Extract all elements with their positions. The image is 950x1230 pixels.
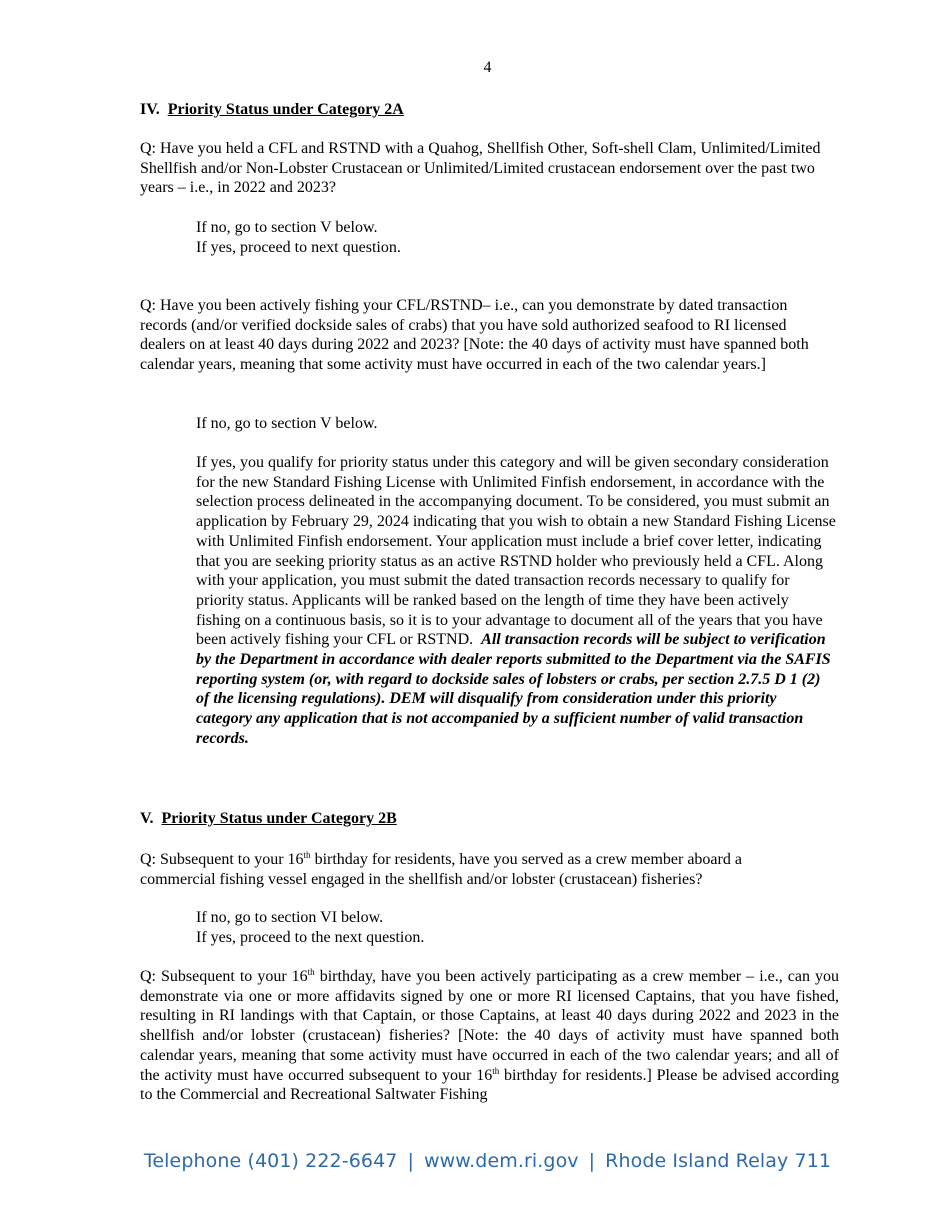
section-v-q2-part-b: birthday, have you been actively participating as a crew member – i.e., can you demonstrate via one or more affidavits signed by one or more RI licensed Captains, that you have fished, resulting in RI landings with that Captain, or those Captains, at least 40 days during 2022 and 2023 in the shellfish and/or lobster (crustacean) fisheries? [Note: the 40 days of activity must have spanned both calendar years, meaning that some activity must have occurred in each of the two calendar years; and all of the activity must have occurred subsequent to your 16 [140, 968, 839, 1084]
section-v-q2-sup-2: th [492, 1065, 500, 1076]
section-iv-roman: IV. [140, 101, 160, 118]
footer-website[interactable]: www.dem.ri.gov [423, 1150, 579, 1172]
section-v-heading [140, 809, 397, 829]
section-iv-question-2: Q: Have you been actively fishing your CFL/RSTND– i.e., can you demonstrate by dated transaction records (and/or verified dockside sales of crabs) that you have sold authorized seafood to RI licensed dealers on at least 40 days during 2022 and 2023? [Note: the 40 days of activity must have spanned both calendar years, meaning that some activity must have occurred in each of the two calendar years.] [140, 297, 809, 374]
section-v-q2-part-c: birthday for residents.] Please be advised according to the Commercial and Recreational Saltwater Fishing [140, 1066, 839, 1104]
section-v-q2-part-a: Q: Subsequent to your 16 [140, 968, 308, 985]
section-iv-q2-yes-emphasis: All transaction records will be subject to verification by the Department in accordance with dealer reports submitted to the Department via the SAFIS reporting system (or, with regard to dockside sales of lobsters or crabs, per section 2.7.5 D 1 (2) of the licensing regulations). DEM will disqualify from consideration under this priority category any application that is not accompanied by a sufficient number of valid transaction records. [196, 631, 831, 747]
footer-separator: | [407, 1150, 414, 1172]
section-v-title: Priority Status under Category 2B [161, 810, 397, 827]
section-v-q1-part-b: birthday for residents, have you served as a crew member aboard a commercial fishing vessel engaged in the shellfish and/or lobster (crustacean) fisheries? [140, 851, 742, 888]
section-iv-q2-no: If no, go to section V below. [196, 415, 378, 432]
section-iv-q1-no: If no, go to section V below. [196, 219, 378, 236]
section-v-roman: V. [140, 810, 154, 827]
section-iv-heading [140, 100, 404, 120]
section-v-q2-sup-1: th [307, 967, 315, 977]
footer-relay: Rhode Island Relay 711 [605, 1150, 832, 1172]
section-v-q1-yes: If yes, proceed to the next question. [196, 929, 425, 946]
section-v-question-2 [140, 967, 839, 1105]
footer-separator: | [588, 1150, 596, 1172]
section-iv-q2-yes-text: If yes, you qualify for priority status under this category and will be given secondary consideration for the new Standard Fishing License with Unlimited Finfish endorsement, in accordance with the selection process delineated in the accompanying document. To be considered, you must submit an application by February 29, 2024 indicating that you wish to obtain a new Standard Fishing License with Unlimited Finfish endorsement. Your application must include a brief cover letter, indicating that you are seeking priority status as an active RSTND holder who previously held a CFL. Along with your application, you must submit the dated transaction records necessary to qualify for priority status. Applicants will be ranked based on the length of time they have been actively fishing on a continuous basis, so it is to your advantage to document all of the years that you have been actively fishing your CFL or RSTND. [196, 454, 836, 649]
section-iv-title: Priority Status under Category 2A [167, 101, 404, 118]
section-v-q1-no: If no, go to section VI below. [196, 909, 384, 926]
footer-contact [0, 1152, 950, 1172]
section-v-q1-sup: th [303, 850, 311, 860]
section-v-q1-part-a: Q: Subsequent to your 16 [140, 851, 304, 868]
footer-telephone: Telephone (401) 222-6647 [143, 1150, 398, 1172]
section-v-question-1 [140, 850, 800, 889]
section-iv-question-1: Q: Have you held a CFL and RSTND with a Quahog, Shellfish Other, Soft-shell Clam, Unlimited/Limited Shellfish and/or Non-Lobster Crustacean or Unlimited/Limited crustacean endorsement over the past two years – i.e., in 2022 and 2023? [140, 140, 821, 197]
page-number: 4 [483, 59, 492, 76]
section-iv-q1-yes: If yes, proceed to next question. [196, 239, 401, 256]
section-iv-q2-yes [196, 453, 836, 749]
